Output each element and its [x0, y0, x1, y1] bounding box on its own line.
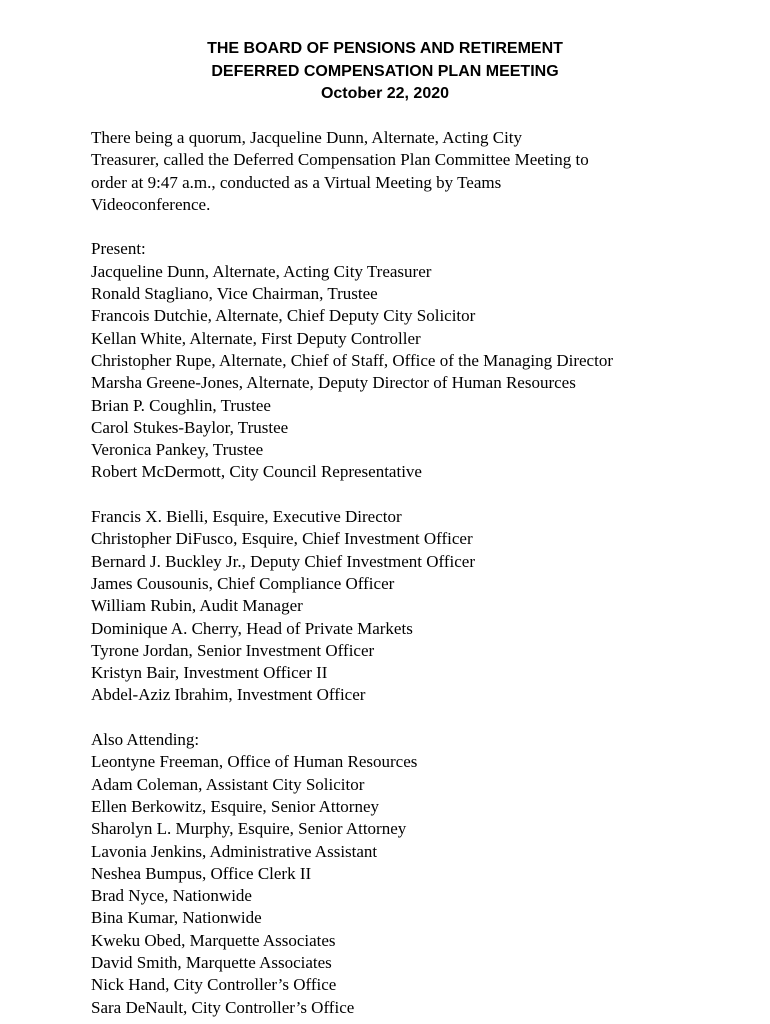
attendee: Lavonia Jenkins, Administrative Assistant — [91, 841, 378, 861]
present-member: Robert McDermott, City Council Representative — [91, 462, 422, 482]
intro-line: There being a quorum, Jacqueline Dunn, Alternate, Acting City — [91, 128, 523, 147]
present-section — [91, 238, 731, 483]
intro-line: Videoconference. — [91, 194, 211, 214]
attendee: Sharolyn L. Murphy, Esquire, Senior Attorney — [91, 819, 407, 839]
present-member: Marsha Greene-Jones, Alternate, Deputy Director of Human Resources — [91, 373, 576, 393]
intro-paragraph — [91, 127, 731, 216]
intro-line: order at 9:47 a.m., conducted as a Virtual Meeting by Teams — [91, 172, 502, 192]
attendee: Ellen Berkowitz, Esquire, Senior Attorney — [91, 796, 379, 816]
attendee: Adam Coleman, Assistant City Solicitor — [91, 774, 365, 794]
paragraph-gap — [91, 484, 731, 506]
staff-member: Bernard J. Buckley Jr., Deputy Chief Investment Officer — [91, 551, 475, 571]
intro-line: Treasurer, called the Deferred Compensation Plan Committee Meeting to — [91, 150, 589, 170]
attendee: Sara DeNault, City Controller’s Office — [91, 997, 355, 1017]
attendee: Brad Nyce, Nationwide — [91, 886, 252, 906]
present-member: Veronica Pankey, Trustee — [91, 440, 264, 460]
attendee: Nick Hand, City Controller’s Office — [91, 975, 337, 995]
present-member: Ronald Stagliano, Vice Chairman, Trustee — [91, 284, 378, 304]
present-member: Kellan White, Alternate, First Deputy Controller — [91, 328, 421, 348]
staff-member: William Rubin, Audit Manager — [91, 596, 303, 616]
document-body — [91, 127, 731, 1019]
staff-member: James Cousounis, Chief Compliance Officer — [91, 573, 395, 593]
also-attending-section — [91, 729, 731, 1019]
present-member: Jacqueline Dunn, Alternate, Acting City Treasurer — [91, 261, 432, 281]
staff-member: Abdel-Aziz Ibrahim, Investment Officer — [91, 685, 366, 705]
header-date: October 22, 2020 — [320, 85, 450, 102]
staff-member: Dominique A. Cherry, Head of Private Markets — [91, 618, 413, 638]
staff-member: Christopher DiFusco, Esquire, Chief Investment Officer — [91, 529, 473, 549]
staff-section — [91, 506, 731, 707]
present-member: Christopher Rupe, Alternate, Chief of Staff, Office of the Managing Director — [91, 350, 613, 370]
attendee: Kweku Obed, Marquette Associates — [91, 930, 336, 950]
attendee: Neshea Bumpus, Office Clerk II — [91, 863, 312, 883]
header-title-line-2: DEFERRED COMPENSATION PLAN MEETING — [211, 62, 559, 80]
attendee: Bina Kumar, Nationwide — [91, 908, 262, 928]
staff-member: Tyrone Jordan, Senior Investment Officer — [91, 640, 375, 660]
staff-member: Kristyn Bair, Investment Officer II — [91, 663, 328, 683]
paragraph-gap — [91, 216, 731, 238]
present-member: Francois Dutchie, Alternate, Chief Deputy City Solicitor — [91, 306, 476, 326]
staff-member: Francis X. Bielli, Esquire, Executive Director — [91, 507, 402, 527]
present-heading: Present: — [91, 239, 146, 259]
present-member: Carol Stukes-Baylor, Trustee — [91, 417, 289, 437]
paragraph-gap — [91, 707, 731, 729]
also-attending-heading: Also Attending: — [91, 730, 200, 750]
attendee: David Smith, Marquette Associates — [91, 952, 332, 972]
attendee: Leontyne Freeman, Office of Human Resources — [91, 752, 418, 772]
present-member: Brian P. Coughlin, Trustee — [91, 395, 271, 415]
header-title-line-1: THE BOARD OF PENSIONS AND RETIREMENT — [207, 40, 563, 57]
document-header — [0, 38, 770, 106]
